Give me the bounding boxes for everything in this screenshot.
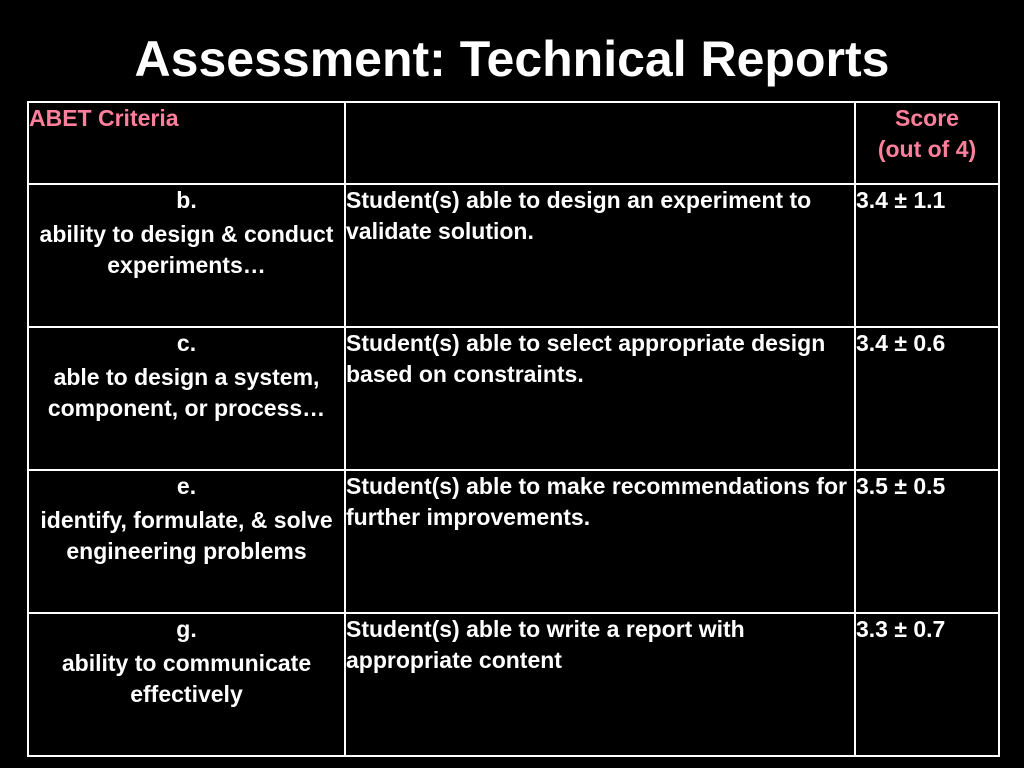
criteria-letter: g.: [176, 616, 197, 642]
table-row: [28, 613, 999, 756]
criteria-cell: [28, 470, 345, 613]
table-row: [28, 184, 999, 327]
criteria-letter: b.: [176, 187, 197, 213]
header-score-label: Score: [895, 105, 959, 131]
header-score-scale: (out of 4): [877, 136, 977, 162]
header-outcome: [345, 102, 855, 184]
table-header-row: [28, 102, 999, 184]
score-cell: 3.4 ± 1.1: [855, 184, 999, 327]
outcome-cell: Student(s) able to write a report with appropriate content: [345, 613, 855, 756]
header-criteria: ABET Criteria: [28, 102, 345, 184]
slide-title: Assessment: Technical Reports: [134, 31, 890, 87]
outcome-cell: Student(s) able to make recommendations for further improvements.: [345, 470, 855, 613]
table-row: [28, 470, 999, 613]
score-cell: 3.5 ± 0.5: [855, 470, 999, 613]
criteria-letter: c.: [176, 330, 197, 356]
criteria-description: able to design a system, component, or process…: [47, 364, 326, 421]
table-row: [28, 327, 999, 470]
criteria-cell: [28, 327, 345, 470]
criteria-cell: [28, 613, 345, 756]
outcome-cell: Student(s) able to design an experiment to validate solution.: [345, 184, 855, 327]
criteria-description: ability to communicate effectively: [61, 650, 312, 707]
score-cell: 3.4 ± 0.6: [855, 327, 999, 470]
assessment-table: [27, 101, 1000, 757]
criteria-description: ability to design & conduct experiments…: [39, 221, 334, 278]
criteria-letter: e.: [176, 473, 197, 499]
criteria-description: identify, formulate, & solve engineering problems: [40, 507, 333, 564]
criteria-cell: [28, 184, 345, 327]
header-score: [855, 102, 999, 184]
score-cell: 3.3 ± 0.7: [855, 613, 999, 756]
outcome-cell: Student(s) able to select appropriate design based on constraints.: [345, 327, 855, 470]
